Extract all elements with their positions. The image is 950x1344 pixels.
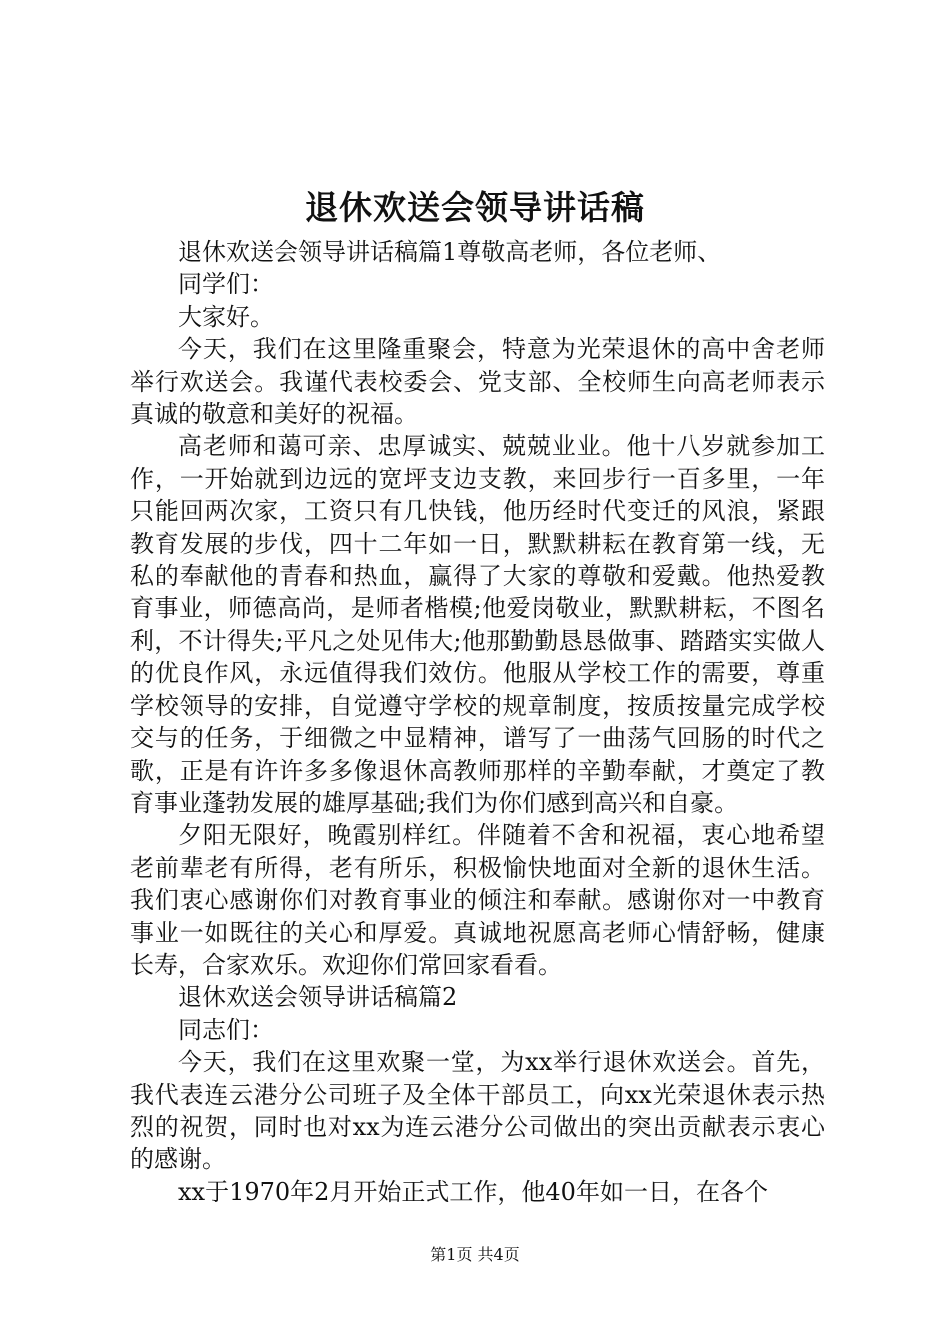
paragraph-2: 同学们： bbox=[178, 270, 274, 299]
paragraph-8: 同志们： bbox=[178, 1015, 274, 1044]
paragraph-1: 退休欢送会领导讲话稿篇1尊敬高老师，各位老师、 bbox=[178, 238, 722, 266]
paragraph-10: xx于1970年2月开始正式工作，他40年如一日，在各个 bbox=[178, 1177, 768, 1206]
paragraph-4: 今天，我们在这里隆重聚会，特意为光荣退休的高中舍老师举行欢送会。我谨代表校委会、党支部、全校师生向高老师表示真诚的敬意和美好的祝福。 bbox=[130, 335, 825, 429]
paragraph-5: 高老师和蔼可亲、忠厚诚实、兢兢业业。他十八岁就参加工作，一开始就到边远的宽坪支边支教，来回步行一百多里，一年只能回两次家，工资只有几快钱，他历经时代变迁的风浪，紧跟教育发展的步伐，四十二年如一日，默默耕耘在教育第一线，无私的奉献他的青春和热血，赢得了大家的尊敬和爱戴。他热爱教育事业，师德高尚，是师者楷模;他爱岗敬业，默默耕耘，不图名利，不计得失;平凡之处见伟大;他那勤勤恳恳做事、踏踏实实做人的优良作风，永远值得我们效仿。他服从学校工作的需要，尊重学校领导的安排，自觉遵守学校的规章制度，按质按量完成学校交与的任务，于细微之中显精神，谱写了一曲荡气回肠的时代之歌，正是有许许多多像退休高教师那样的辛勤奉献，才奠定了教育事业蓬勃发展的雄厚基础;我们为你们感到高兴和自豪。 bbox=[130, 432, 825, 817]
page-footer: 第1页 共4页 bbox=[430, 1245, 520, 1264]
paragraph-7: 退休欢送会领导讲话稿篇2 bbox=[178, 983, 458, 1012]
paragraph-9: 今天，我们在这里欢聚一堂，为xx举行退休欢送会。首先，我代表连云港分公司班子及全体干部员工，向xx光荣退休表示热烈的祝贺，同时也对xx为连云港分公司做出的突出贡献表示衷心的感谢。 bbox=[130, 1048, 825, 1174]
paragraph-3: 大家好。 bbox=[178, 302, 274, 331]
document-title: 退休欢送会领导讲话稿 bbox=[305, 188, 645, 227]
document-body bbox=[130, 236, 825, 1208]
paragraph-6: 夕阳无限好，晚霞别样红。伴随着不舍和祝福，衷心地希望老前辈老有所得，老有所乐，积极愉快地面对全新的退休生活。我们衷心感谢你们对教育事业的倾注和奉献。感谢你对一中教育事业一如既往的关心和厚爱。真诚地祝愿高老师心情舒畅，健康长寿，合家欢乐。欢迎你们常回家看看。 bbox=[130, 821, 825, 979]
